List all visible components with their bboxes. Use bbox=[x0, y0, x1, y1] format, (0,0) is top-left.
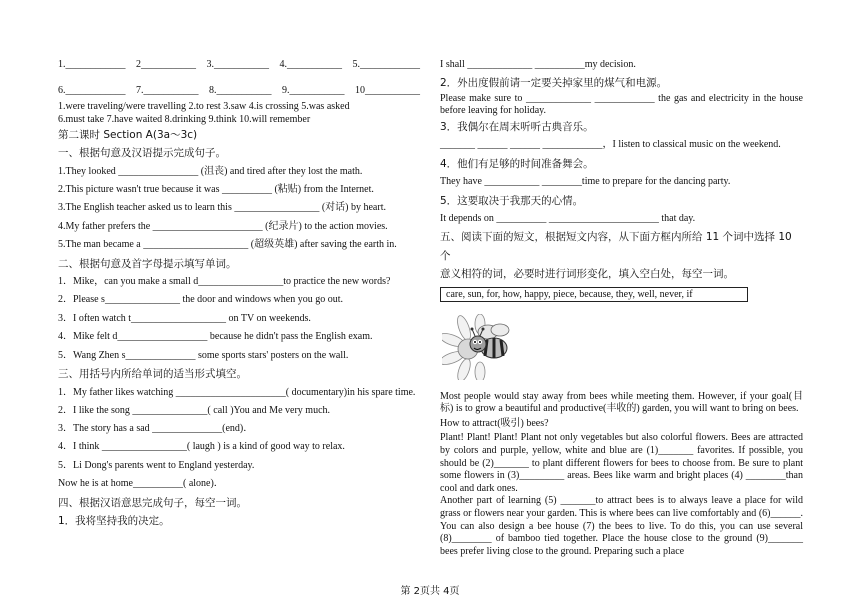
question-item: Now he is at home__________( alone)． bbox=[58, 478, 224, 490]
question-chinese: 2．外出度假前请一定要关掉家里的煤气和电源。 bbox=[440, 77, 668, 90]
question-english: It depends on __________ ______________________ that day. bbox=[440, 213, 696, 225]
answer-key-line-2: 6.must take 7.have waited 8.drinking 9.think 10.will remember bbox=[58, 113, 311, 125]
question-english: They have ___________ ________time to prepare for the dancing party. bbox=[440, 176, 731, 188]
bee-on-flower-image bbox=[442, 314, 518, 380]
answer-blank: 1.____________ bbox=[58, 59, 126, 70]
question-english: _______ ______ ______ ____________，I listen to classical music on the weekend. bbox=[440, 139, 781, 151]
question-item: 4．Mike felt d__________________ because he didn't pass the English exam. bbox=[58, 331, 373, 343]
answer-blank: 6.____________ bbox=[58, 85, 126, 97]
question-chinese: 4．他们有足够的时间准备舞会。 bbox=[440, 157, 594, 170]
question-item: 5．Wang Zhen s______________ some sports stars' posters on the wall. bbox=[58, 349, 349, 361]
question-item: 2.This picture wasn't true because it was __________ (粘贴) from the Internet. bbox=[58, 184, 374, 196]
answer-blank: 10___________ bbox=[355, 85, 420, 97]
answer-blank: 4.___________ bbox=[279, 59, 342, 70]
question-chinese: 3．我偶尔在周末听听古典音乐。 bbox=[440, 121, 594, 133]
answer-key-line-1: 1.were traveling/were travelling 2.to rest 3.saw 4.is crossing 5.was asked bbox=[58, 100, 350, 112]
section-3-title: 三、用括号内所给单词的适当形式填空。 bbox=[58, 368, 247, 381]
question-item: 2．Please s_______________ the door and windows when you go out. bbox=[58, 294, 343, 306]
passage-subheading: How to attract(吸引) bees? bbox=[440, 417, 549, 429]
question-item: 1.They looked ________________ (沮丧) and tired after they lost the math. bbox=[58, 165, 363, 177]
lesson-title: 第二课时 Section A(3a～3c) bbox=[58, 128, 198, 141]
question-item: 5.The man became a _____________________ (超级英雄) after saving the earth in. bbox=[58, 239, 397, 251]
answer-blank: 7.___________ bbox=[136, 85, 199, 97]
section-5-title: 五、阅读下面的短文，根据短文内容，从下面方框内所给 11 个词中选择 10 个 bbox=[440, 231, 792, 262]
question-item: 1．Mike，can you make a small d_________________to practice the new words? bbox=[58, 276, 391, 288]
question-item: 2．I like the song _______________( call )You and Me very much. bbox=[58, 404, 331, 416]
question-item: 5．Li Dong's parents went to England yesterday. bbox=[58, 459, 255, 471]
question-chinese: 5．这要取决于我那天的心情。 bbox=[440, 194, 584, 207]
question-item: 3．The story has a sad ______________(end)． bbox=[58, 422, 254, 434]
answer-blanks-row-1 bbox=[58, 56, 420, 74]
section-2-title: 二、根据句意及首字母提示填写单词。 bbox=[58, 257, 237, 270]
left-column bbox=[58, 56, 420, 530]
question-item: 4．I think _________________( laugh ) is a kind of good way to relax. bbox=[58, 441, 345, 453]
answer-blanks-row-2 bbox=[58, 82, 420, 100]
page-number-footer: 第 2页共 4页 bbox=[400, 586, 460, 597]
right-column bbox=[440, 56, 803, 558]
question-item: I shall _____________ __________my decision. bbox=[440, 59, 636, 70]
passage-paragraph-1: Most people would stay away from bees while meeting them. However, if your goal(目标) is to grow a beautiful and productive(丰收的) garden, you will want to bring on bees. bbox=[440, 390, 803, 415]
answer-blank: 3.___________ bbox=[206, 59, 269, 70]
question-english: Please make sure to _____________ ____________ the gas and electricity in the house before leaving for holiday. bbox=[440, 92, 803, 117]
passage-paragraph-3: Another part of learning (5) _______to attract bees is to always leave a place for wild grass or flowers near your garden. This is where bees can live comfortably and (6)______. You can also design a bee house (7) the bees to live. To do this, you can use several (8)________ of bamboo tied together. Place the house close to the ground (9)_______ bees prefer living close to the ground. Preparing such a place bbox=[440, 495, 803, 557]
answer-blank: 9.___________ bbox=[282, 85, 345, 97]
question-item: 1．My father likes watching ______________________( documentary)in his spare time. bbox=[58, 386, 416, 398]
answer-blank: 8.___________ bbox=[209, 85, 272, 97]
word-box: care, sun, for, how, happy, piece, because, they, well, never, if bbox=[440, 287, 748, 302]
question-item: 3.The English teacher asked us to learn this _________________ (对话) by heart. bbox=[58, 202, 386, 214]
section-4-title: 四、根据汉语意思完成句子，每空一词。 bbox=[58, 496, 247, 509]
question-item: 4.My father prefers the ______________________ (纪录片) to the action movies. bbox=[58, 220, 388, 232]
answer-blank: 5.____________ bbox=[352, 59, 420, 70]
section-1-title: 一、根据句意及汉语提示完成句子。 bbox=[58, 147, 226, 160]
answer-blank: 2___________ bbox=[136, 59, 196, 70]
passage-paragraph-2: Plant! Plant! Plant! Plant not only vegetables but also colorful flowers. Bees are attracted by colors and purple, yellow, white and blue are (1)_______ favorites. If possible, you should be (2)_______ to plant different flowers for bees to choose from. Be sure to plant some flowers in (3)_________ areas. Bees like warm and bright places (4) ________than cool and dark ones. bbox=[440, 432, 803, 494]
question-item: 1．我将坚持我的决定。 bbox=[58, 514, 170, 527]
section-5-title-cont: 意义相符的词，必要时进行词形变化，填入空白处，每空一词。 bbox=[440, 268, 734, 281]
question-item: 3．I often watch t___________________ on TV on weekends. bbox=[58, 312, 311, 324]
